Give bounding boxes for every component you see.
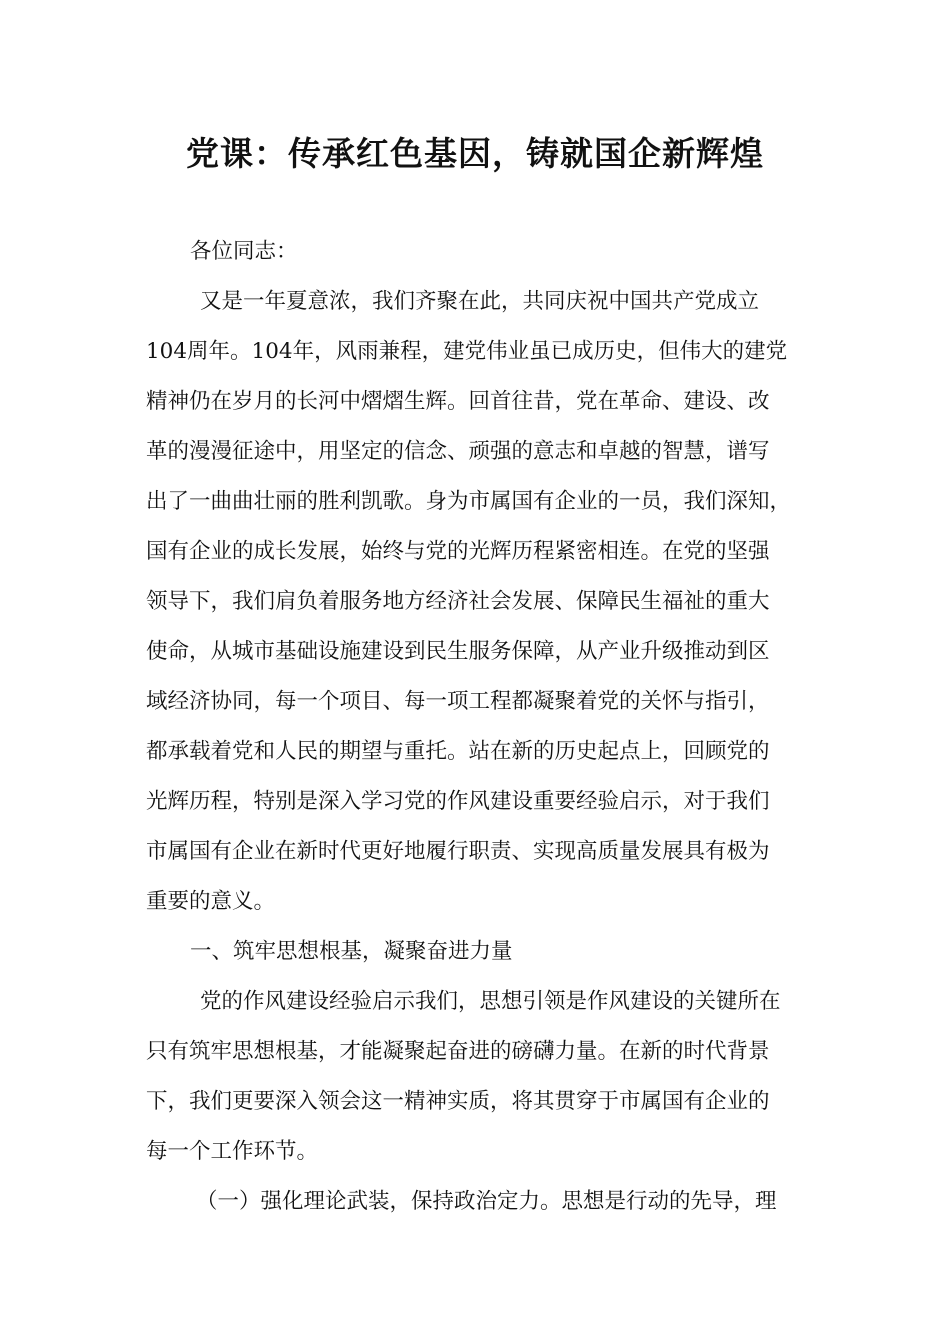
paragraph-line: 又是一年夏意浓，我们齐聚在此，共同庆祝中国共产党成立 [200,289,760,314]
paragraph-line: （一）强化理论武装，保持政治定力。思想是行动的先导，理 [196,1189,777,1214]
paragraph-line: 精神仍在岁月的长河中熠熠生辉。回首往昔，党在革命、建设、改 [146,389,770,414]
paragraph-line: 下，我们更要深入领会这一精神实质，将其贯穿于市属国有企业的 [146,1089,770,1114]
paragraph-line: 104周年。104年，风雨兼程，建党伟业虽已成历史，但伟大的建党 [146,339,788,364]
paragraph-line: 域经济协同，每一个项目、每一项工程都凝聚着党的关怀与指引， [146,689,770,714]
document-title: 党课：传承红色基因，铸就国企新辉煌 [186,134,764,173]
paragraph-line: 使命，从城市基础设施建设到民生服务保障，从产业升级推动到区 [146,639,770,664]
paragraph-line: 光辉历程，特别是深入学习党的作风建设重要经验启示，对于我们 [146,789,770,814]
greeting: 各位同志： [190,239,298,264]
paragraph-line: 领导下，我们肩负着服务地方经济社会发展、保障民生福祉的重大 [146,589,770,614]
paragraph-line: 党的作风建设经验启示我们，思想引领是作风建设的关键所在 [200,989,781,1014]
paragraph-line: 重要的意义。 [146,889,276,914]
paragraph-line: 出了一曲曲壮丽的胜利凯歌。身为市属国有企业的一员，我们深知， [146,489,792,514]
paragraph-line: 革的漫漫征途中，用坚定的信念、顽强的意志和卓越的智慧，谱写 [146,439,770,464]
paragraph-line: 只有筑牢思想根基，才能凝聚起奋进的磅礴力量。在新的时代背景 [146,1039,770,1064]
section-heading: 一、筑牢思想根基，凝聚奋进力量 [190,939,513,964]
paragraph-line: 每一个工作环节。 [146,1139,319,1164]
paragraph-line: 国有企业的成长发展，始终与党的光辉历程紧密相连。在党的坚强 [146,539,770,564]
paragraph-line: 市属国有企业在新时代更好地履行职责、实现高质量发展具有极为 [146,839,770,864]
paragraph-line: 都承载着党和人民的期望与重托。站在新的历史起点上，回顾党的 [146,739,770,764]
